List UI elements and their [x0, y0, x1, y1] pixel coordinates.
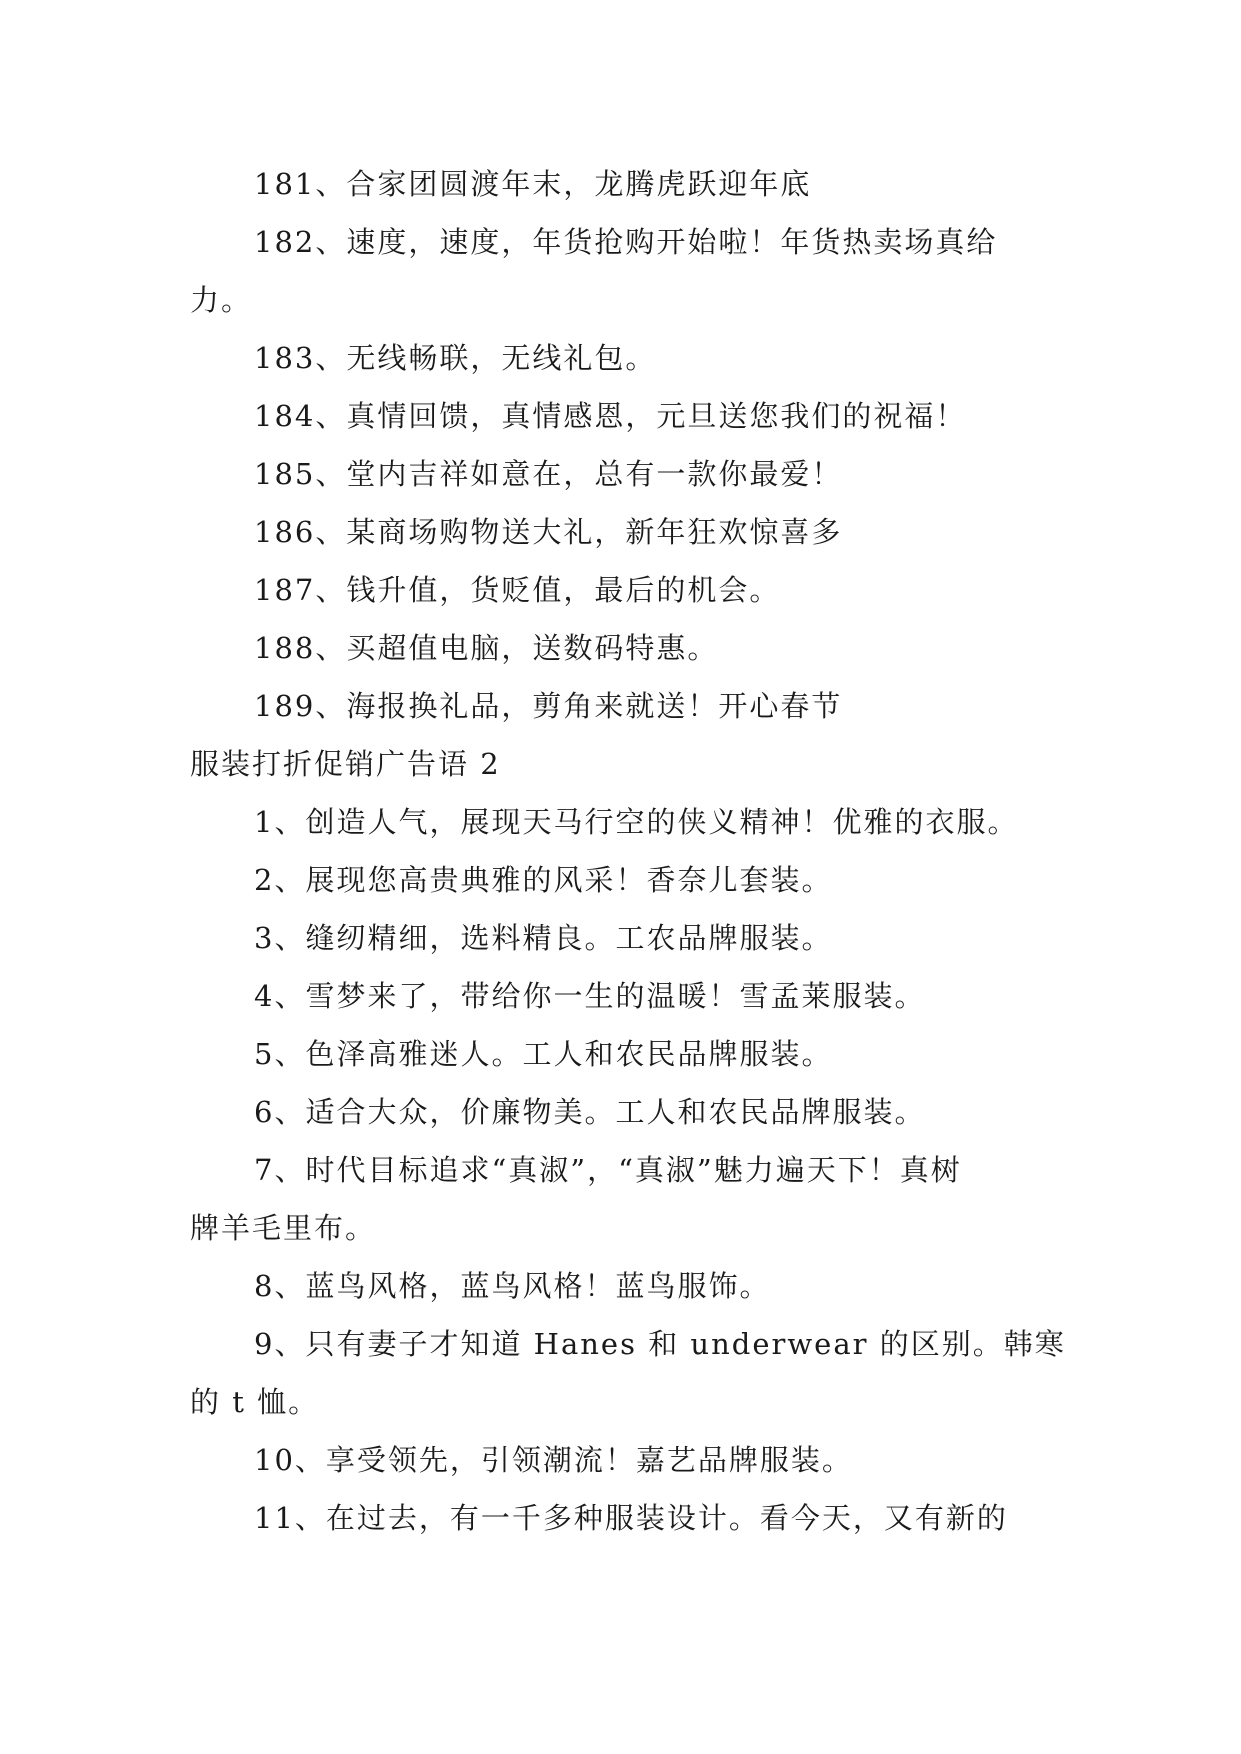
- paragraph-line: 185、堂内吉祥如意在，总有一款你最爱！: [254, 457, 843, 491]
- paragraph-line: 187、钱升值，货贬值，最后的机会。: [254, 573, 781, 607]
- paragraph-line: 8、蓝鸟风格，蓝鸟风格！蓝鸟服饰。: [254, 1269, 771, 1303]
- paragraph-line: 牌羊毛里布。: [190, 1211, 377, 1245]
- paragraph-line: 188、买超值电脑，送数码特惠。: [254, 631, 719, 665]
- paragraph-line: 7、时代目标追求“真淑”，“真淑”魅力遍天下！真树: [254, 1153, 962, 1187]
- paragraph-line: 3、缝纫精细，选料精良。工农品牌服装。: [254, 921, 833, 955]
- paragraph-line: 183、无线畅联，无线礼包。: [254, 341, 657, 375]
- paragraph-line: 5、色泽高雅迷人。工人和农民品牌服装。: [254, 1037, 833, 1071]
- paragraph-line: 的 t 恤。: [190, 1385, 320, 1419]
- paragraph-line: 186、某商场购物送大礼，新年狂欢惊喜多: [254, 515, 843, 549]
- paragraph-line: 182、速度，速度，年货抢购开始啦！年货热卖场真给: [254, 225, 998, 259]
- paragraph-line: 189、海报换礼品，剪角来就送！开心春节: [254, 689, 843, 723]
- paragraph-line: 184、真情回馈，真情感恩，元旦送您我们的祝福！: [254, 399, 967, 433]
- paragraph-line: 6、适合大众，价廉物美。工人和农民品牌服装。: [254, 1095, 926, 1129]
- section-heading: 服装打折促销广告语 2: [190, 747, 501, 781]
- paragraph-line: 1、创造人气，展现天马行空的侠义精神！优雅的衣服。: [254, 805, 1019, 839]
- paragraph-line: 10、享受领先，引领潮流！嘉艺品牌服装。: [254, 1443, 853, 1477]
- paragraph-line: 2、展现您高贵典雅的风采！香奈儿套装。: [254, 863, 833, 897]
- paragraph-line: 181、合家团圆渡年末，龙腾虎跃迎年底: [254, 167, 812, 201]
- paragraph-line: 11、在过去，有一千多种服装设计。看今天，又有新的: [254, 1501, 1008, 1535]
- paragraph-line: 4、雪梦来了，带给你一生的温暖！雪孟莱服装。: [254, 979, 926, 1013]
- paragraph-line: 9、只有妻子才知道 Hanes 和 underwear 的区别。韩寒: [254, 1327, 1066, 1361]
- paragraph-line: 力。: [190, 283, 253, 317]
